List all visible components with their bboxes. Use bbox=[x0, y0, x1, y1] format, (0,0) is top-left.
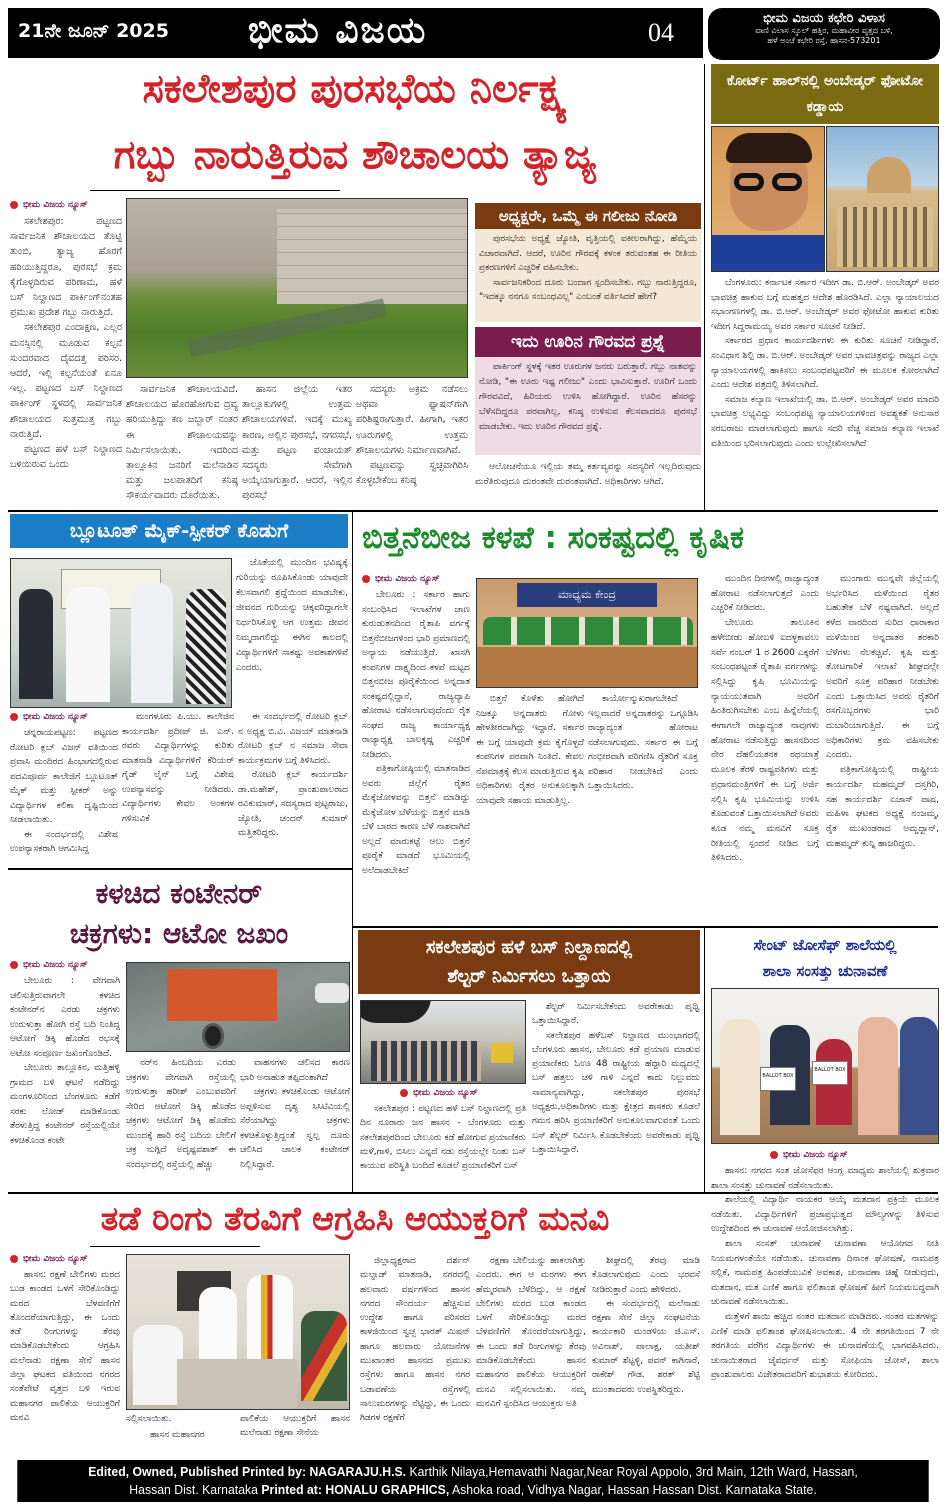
divider bbox=[8, 868, 352, 870]
seeds-headline: ಬಿತ್ತನೆಬೀಜ ಕಳಪೆ : ಸಂಕಷ್ಟದಲ್ಲಿ ಕೃಷಿಕ bbox=[362, 520, 744, 556]
sidebar-box1-body: ಪುರಸಭೆಯ ಅಧ್ಯಕ್ಷೆ ಜ್ಯೋತಿ, ವೃತ್ತಿಯಲ್ಲಿ ವಕೀಲರಾಗಿದ್ದು, ಹೆಮ್ಮೆಯ ವಿಚಾರವಾಗಿದೆ. ಆದರೆ, ಊರಿನ ಗೌರವಕ್ಕೆ ಕಳಂಕ ತರುವಂತಹ ಈ ರೀತಿಯ ಪ್ರಕರಣಗಳಿಗೆ ಎಚ್ಚರಿಕೆ ವಹಿಸಬೇಕು. ಸಾರ್ವಜನಿಕರಿಂದ ದೂರು ಬಂದಾಗ ಸ್ಪಂದಿಸಬೇಕು. ಗಬ್ಬು ನಾರುತ್ತಿದ್ದರೂ, "ಇದಕ್ಕೂ ನನಗೂ ಸಂಬಂಧವಿಲ್ಲ" ಎಂಬಂತೆ ವರ್ತಿಸಿದರೆ ಹೇಗೆ? bbox=[475, 229, 701, 322]
article1-col1: ಸಕಲೇಶಪುರ: ಪಟ್ಟಣದ ಸಾರ್ವಜನಿಕ ಶೌಚಾಲಯದ ತೊಟ್ಟಿ ತುಂಬಿ, ತ್ಯಾಜ್ಯ ಹೊರಗೆ ಹರಿಯುತ್ತಿದ್ದರೂ, ಪುರಸಭೆ ಕ್ರಮ ಕೈಗೊಳ್ಳದಿರುವ ಪರಿಣಾಮ, ಹಳೆ ಬಸ್ ನಿಲ್ದಾಣದ ಪಾರ್ಕಿಂಗ್‌ನಂತಹ ಪ್ರಮುಖ ಪ್ರದೇಶ ಗಬ್ಬು ನಾರುತ್ತಿದೆ. ಸಕಲೇಶಪುರ ಎಂದಾಕ್ಷಣ, ಎಲ್ಲರ ಮನಸ್ಸಿನಲ್ಲಿ ಮೂಡುವ ಕಲ್ಪನೆ ಸುಂದರವಾದ ದೈವದತ್ತ ಪರಿಸರ. ಆದರೆ, ಇಲ್ಲಿ ಕಲ್ಪನೆಯಂತೆ ಏನೂ ಇಲ್ಲ. ಪಟ್ಟಣದ ಬಸ್ ನಿಲ್ದಾಣದ ಪಾರ್ಕಿಂಗ್ ಸ್ಥಳದಲ್ಲಿ ಸಾರ್ವಜನಿಕ ಶೌಚಾಲಯದ ಸುತ್ತಮುತ್ತ ಗಬ್ಬು ನಾರುತ್ತಿದೆ. ಪಟ್ಟಣದ ಹಳೆ ಬಸ್ ನಿಲ್ದಾಣದ ಬಳಿಯಿರುವ ಒಂದು bbox=[10, 216, 122, 471]
container-col1: ಬೇಲೂರು : ವೇಗವಾಗಿ ಚಲಿಸುತ್ತಿರುವಾಗಲೇ ಕಳಚಿದ ಕಂಟೇನರ್‌ನ ಎರಡು ಚಕ್ರಗಳು ಉರುಳುತ್ತಾ ಹೋಗಿ ರಸ್ತೆ ಬದಿ ನಿಂತಿದ್ದ ಆಟೋಗೆ ಡಿಕ್ಕಿ ಹೊಡೆದ ರಭಸಕ್ಕೆ ಅಟೋ ಸಂಪೂರ್ಣ ಜಖಂಗೊಂಡಿದೆ. ಬೇಲೂರು ತಾಲ್ಲೂಕಿನ, ಮತ್ತಿಹಳ್ಳಿ ಗ್ರಾಮದ ಬಳಿ ಘಟನೆ ನಡೆದಿದ್ದು ಮಂಗಳೂರಿನಿಂದ ಬೆಂಗಳೂರು ಕಡೆಗೆ ಸರಕು ಲೋಡ್ ಮಾಡಿಕೊಂಡು ತೆರಳುತ್ತಿದ್ದ ಕಂಟೇನರ್ ರಸ್ತೆಯಲ್ಲಿಯೇ ಕಳಚಿಕೊಂಡ ಕಂಟೇ bbox=[10, 976, 120, 1146]
seeds-byline: ಭೀಮ ವಿಜಯ ನ್ಯೂಸ್ bbox=[362, 574, 440, 584]
headline-underline bbox=[90, 1246, 260, 1247]
bullet-icon bbox=[362, 575, 370, 583]
seeds-col1: ಬೇಲೂರು : ಸರ್ಕಾರ ಹಾಗು ಸಂಬಂಧಿಸಿದ ಇಲಾಖೆಗಳ ಜಾಣ ಕುರುಡುತನದಿಂದ ರೈತಾಪಿ ವರ್ಗಕ್ಕೆ ಬಿತ್ತನೆಬೀಜಗಳಿಂದ ಭಾರಿ ಪ್ರಮಾಣದಲ್ಲಿ ಅನ್ಯಾಯ ನಡೆಯುತ್ತಿದೆ. ಖಾಸಗಿ ಕಂಪನಿಗಳ ದಾಕ್ಷ್ಯದಿಂದ ಕಳಪೆ ಮಟ್ಟದ ಬಿತ್ತನಬೀಜ ಪೂರೈಕೆಯಿಂದ ಅನ್ನದಾತ ಸಂಕಷ್ಟದಲ್ಲಿದ್ದಾನೆ, ರಾಜ್ಯವ್ಯಾಪಿ ಹೋರಾಟ ನಡೆಸಲಾಗುವುದೆಂದು ರೈತ ಸಂಘದ ರಾಜ್ಯ ಕಾರ್ಯಾಧ್ಯಕ್ಷ ರಾಜ್ಯಾಧ್ಯಕ್ಷ ಬಾಲಕೃಷ್ಣ ಎಚ್ಚರಿಕೆ ನೀಡಿದರು. ಪತ್ರಿಕಾಗೋಷ್ಠಿಯಲ್ಲಿ ಮಾತನಾಡಿದ ಅವರು ಜಿಲ್ಲೆಗೆ ರೈತರ ಮೆಕ್ಕೆಜೋಳವನ್ನು ಬಿತ್ತನೆ ಮಾಡಿದ್ದು ಮೆಕ್ಕೆಜೋಳ ಬೆಳೆಯನ್ನು ಬಿತ್ತನೆ ಮಾಡಿ ಬೆಳೆ ಬಾರದ ಕಾರಣ ಬೆಳೆ ನಾಶವಾಗಿದೆ ಅಲ್ಲದೆ ಮಾರುಕಟ್ಟೆ ಆಲು ಬಿತ್ತನೆ ಪೂರೈಕೆ ಮಾಡದೆ ಭೂಮಿಯಲ್ಲಿ ಅಲೆದಾಡಬೇಕಿದೆ bbox=[362, 590, 470, 876]
school-byline: ಭೀಮ ವಿಜಯ ನ್ಯೂಸ್ bbox=[770, 1150, 848, 1160]
imprint-footer bbox=[17, 1460, 928, 1502]
blue-suit bbox=[712, 235, 825, 272]
desk bbox=[177, 1359, 297, 1409]
car bbox=[315, 983, 349, 1003]
bus-shelter-title-line-1: ಸಕಲೇಶಪುರ ಹಳೆ ಬಸ್ ನಿಲ್ದಾಣದಲ್ಲಿ bbox=[425, 937, 633, 958]
ring-memorandum-photo bbox=[126, 1254, 350, 1410]
school-body: ಹಾಸನ: ನಗರದ ಸಂತ ಜೋಸೆಫರ ಆಂಗ್ಲ ಮಾಧ್ಯಮ ಶಾಲೆಯಲ್ಲಿ ಶುಕ್ರವಾರ ಶಾಲಾ ಸಂಸತ್ತು ಚುನಾವಣೆ ನಡೆಸಲಾಯಿತು. ಶಾಲೆಯಲ್ಲಿ ವಿದ್ಯಾರ್ಥಿ ನಾಯಕರ ಆಯ್ಕೆ ಮತದಾನ ಪ್ರಕ್ರಿಯೆ ಮೂಲಕ ನಡೆಯಿತು. ವಿದ್ಯಾರ್ಥಿಗಳಿಗೆ ಪ್ರಜಾಪ್ರಭುತ್ವದ ಮೌಲ್ಯಗಳನ್ನು ತಿಳಿಸುವ ಉದ್ದೇಶದಿಂದ ಈ ಚುನಾವಣೆ ಆಯೋಜಿಸಲಾಗಿತ್ತು. ಶಾಲಾ ಸಂಸತ್ ಚುನಾವಣೆ ಚುನಾವಣಾ ಆಯೋಗದ ನೀತಿ ನಿಯಮಗಳಂತೆಯೇ ನಡೆಯಿತು. ಚುನಾವಣಾ ದಿನಾಂಕ ಘೋಷಣೆ, ನಾಮಪತ್ರ ಸಲ್ಲಿಕೆ, ನಾಮಪತ್ರ ಹಿಂಪಡೆಯುವಿಕೆ ಅವಕಾಶ, ಚುನಾವಣಾ ಚಿಹ್ನೆ ನೀಡುವುದು, ಮತದಾನ, ಮತ ಎಣಿಕೆ ಹಾಗೂ ಫಲಿತಾಂಶ ಘೋಷಣೆ ಹೀಗೆ ನಿಯಮಬದ್ಧವಾಗಿ ಚುನಾವಣೆ ನಡೆಸಲಾಯಿತು. ಮತ್ತೆಳಗೆ ಶಾಯಿ ಹಚ್ಚಿದ ನಂತರ ಮತದಾನ ಮಾಡಿದರು. ನಂತರ ಮತಗಳನ್ನು ಎಣಿಕೆ ಮಾಡಿ ಫಲಿತಾಂಶ ಘೋಷಿಸಲಾಯಿತು. 4 ನೇ ತರಗತಿಯಿಂದ 7 ನೇ ತರಗತಿಯ ವರೆಗಿನ ವಿದ್ಯಾರ್ಥಿಗಳು ಈ ಚುನಾವಣೆಯಲ್ಲಿ ಭಾಗವಹಿಸಿದರು. ಚುನಾಯಿತರಾದ ಜೈವರ್ಧನ್ ಮತ್ತು ಸೋಫಿಯಾ ಜೋಸ್, ಶಾಲಾ ಪ್ರಾಂಶುಪಾಲರು ವಿಜೇತರಾದವರಿಗೆ ಶುಭಾಶಯ ಕೋರಿದರು. bbox=[711, 1166, 939, 1381]
office-address-line-1: ವಾಣಿ ವಿಲಾಸ ಸ್ಕೂಲ್ ಹತ್ತಿರ, ಮಹಾವೀರ ವೃತ್ತದ ಬಳಿ, bbox=[755, 26, 893, 35]
container-headline-2: ಚಕ್ರಗಳು: ಆಟೋ ಜಖಂ bbox=[69, 917, 289, 950]
school-headline-line-2: ಶಾಲಾ ಸಂಸತ್ತು ಚುನಾವಣೆ bbox=[762, 962, 888, 980]
divider bbox=[8, 510, 938, 512]
school-headline-line-1: ಸೇಂಟ್ ಜೋಸೆಫ್ ಶಾಲೆಯಲ್ಲಿ bbox=[753, 936, 897, 954]
ring-caption-3: ಪಾಲಿಕೆಯ ಆಯುಕ್ತರಿಗೆ ಹಾಸನ ಮಲೆನಾಡು ರಕ್ಷಣಾ ಸೇನೆಯ bbox=[240, 1414, 350, 1438]
divider bbox=[704, 64, 705, 511]
divider bbox=[352, 926, 938, 928]
ballot-box-1: BALLOT BOX bbox=[760, 1067, 796, 1091]
bullet-icon bbox=[10, 961, 18, 969]
umbrella bbox=[360, 1000, 431, 1023]
bus-shelter-byline: ಭೀಮ ವಿಜಯ ನ್ಯೂಸ್ bbox=[400, 1088, 478, 1098]
bluetooth-donation-photo bbox=[10, 558, 232, 708]
school-election-photo bbox=[711, 988, 939, 1144]
ring-col2: ಜಿಲ್ಲಾಧ್ಯಕ್ಷರಾದ ದರ್ಶನ್ ಮಲ್ನಾಡ್ ಮಾತನಾಡಿ, ನಗರದಲ್ಲಿ ಹಲವಾರು ವರ್ಷಗಳಿಂದ ಹಾಸನ ನಗರದ ಸೌಂದರ್ಯ ಹೆಚ್ಚಿಸುವ ಉದ್ದೇಶ ಹಾಗೂ ಪರಿಸರದ ಕಾಳಜಿಯಿಂದ ಸ್ವಚ್ಛ ಭಾರತ್ ಮಿಷನ್ ಹಾಗೂ ಹಲವಾರು ಯೋಜನೆಗಳ ಮುಖಾಂತರ ಹಾಸನದ ಪ್ರಮುಖ ರಸ್ತೆಗಳು ಹಾಗೂ ಹಾಸನ ನಗರ ಬಡಾವಣೆಯ ರಸ್ತೆಗಳಲ್ಲಿ ಸಾಲುಮರಗಳನ್ನು ನೆಟ್ಟಿದ್ದು, ಈ ಒಂದು ಗಿಡಗಳ ರಕ್ಷಣೆಗೆ bbox=[360, 1256, 470, 1424]
table bbox=[477, 647, 698, 688]
person-standing bbox=[199, 1287, 237, 1367]
article1-col3: ಹಾಸನ ಜಿಲ್ಲೆಯ ಇತರ ತಾಲ್ಲೂಕುಗಳಲ್ಲಿ ಉತ್ತಮ ಶೌಚಾಲಯಗಳಿವೆ. ಇದಕ್ಕೆ ಮುಖ್ಯ ಕಾರಣ, ಅಲ್ಲಿನ ಪುರಸಭೆ, ನಗರಸಭೆ, ಮತ್ತು ಪಟ್ಟಣ ಪಂಚಾಯತ್ ಸದಸ್ಯರು ಸೇವೆಗಾಗಿ ಅಯ್ಕೆಯಾಗುತ್ತಾರೆ. ಆದರೆ, ಇಲ್ಲಿನ ಪುರಸಭೆ bbox=[242, 384, 352, 502]
person-woman-3 bbox=[858, 1017, 898, 1135]
ring-col3: ರಕ್ಷಣಾ ಬೇಲಿಯನ್ನು ಹಾಕಲಾಗಿತ್ತು ಎಂದರು. ಈಗ ಆ ಮರಗಳು ಈಗ ಹೆಮ್ಮರವಾಗಿ ಬೆಳೆದಿದ್ದು, ಆ ರಕ್ಷಣೆ ಬೇಲಿಗಳು ಮರದ ಬುಡ ಕಾಂಡದ ಒಳಗೆ ಸೇರಿಕೊಂಡಿದ್ದು ಮರದ ಬೆಳವಣಿಗೆಗೆ ತೊಂದರೆಯಾಗುತ್ತಿದ್ದು, ಈ ಒಂದು ತಡೆ ರಿಂಗುಗಳನ್ನು ತೆರವು ಮಾಡಿಕೊಡಬೇಕೆಂದು ಹಾಸನ ಮಹಾನಗರ ಪಾಲಿಕೆಯ ಆಯುಕ್ತರಿಗೆ ಮನವಿ ಸಲ್ಲಿಸಲಾಯಿತು. ನಮ್ಮ ಮನವಿಗೆ ಸ್ಪಂದಿಸಿದ ಆಯುಕ್ತರು ಅತಿ bbox=[476, 1256, 586, 1409]
ring-caption-1: ಸಲ್ಲಿಸಲಾಯಿತು. bbox=[126, 1414, 172, 1424]
container-col3: ವಾಹನಗಳು ಚಲಿಸದ ಕಾರಣ ಭಾರಿ ಅನಾಹುತ ತಪ್ಪಿದಂತಾಗಿದೆ ಚಕ್ರಗಳು ಕಳಚಿಕೊಂಡು ಆಟೋಗೆ ಅಪ್ಪಳಿಸುವ ದೃಶ್ಯ ಸಿಸಿಟಿವಿಯಲ್ಲಿ ಸೆರೆಯಾಗಿದ್ದು ಚಕ್ರಗಳು ಕಳಚಿಕೊಳ್ಳುತ್ತಿದ್ದಂತೆ ಸ್ವಲ್ಪ ದೂರು ಚಲಿಸಿದ ಚಾಲಕ ಕಂಟೇನರ್ ನಿಲ್ಲಿಸಿದ್ದಾರೆ. bbox=[240, 1058, 350, 1170]
person-4 bbox=[186, 589, 226, 704]
person-man-2 bbox=[900, 1017, 938, 1135]
article1-col4: ಸದಸ್ಯರು ಅಕ್ರಮ ನಡೆಸಲು ಅಥವಾ ಫ್ಯಾಷನ್‌ಗಾಗಿ ಪರಿಶಿಷ್ಟರಾಗುತ್ತಾರೆ. ಹೀಗಾಗಿ, ಇತರ ಊರುಗಳಲ್ಲಿ ಉತ್ತಮ ಶೌಚಾಲಯಗಳು ನಿರ್ಮಾಣವಾಗಿವೆ. ಪಟ್ಟಣವನ್ನು ಸ್ವಚ್ಛವಾಗಿರಿಸಿ ಕೊಳ್ಳಬೇಕೆಂಬ ಕನಿಷ್ಠ bbox=[356, 384, 468, 487]
sidebar-box2-title: ಇದು ಊರಿನ ಗೌರವದ ಪ್ರಶ್ನೆ bbox=[475, 327, 701, 357]
ring-col4: ಶೀಘ್ರದಲ್ಲಿ ತೆರವು ಮಾಡಿ ಕೊಡಲಾಗುವುದು ಎಂದು ಭರವಸೆ ನೀಡಿರುತ್ತಾರೆ ಎಂದು ಹೇಳಿದರು. ಈ ಸಂದರ್ಭದಲ್ಲಿ ಮಲೆನಾಡು ರಕ್ಷಣಾ ಸೇನೆ ಜಿಲ್ಲಾ ಸಂಘಟನೆಯ ಕಾರ್ಯಕಾರಿ ಮಂಡಳಿಯ ಜಿ.ಎಸ್. ಅವಿನಾಶ್, ಪಾಲಾಕ್ಷ, ಯತೀಶ್ ಕುಮಾರ್ ಶೆಟ್ಟಳ್ಳಿ, ಪವನ್ ಕಾಗಿನಾರೆ, ರಾಕೇಶ್ ಗೌಡ. ಶರತ್ ಶೆಟ್ಟಿ ಮುಂತಾದವರು ಉಪಸ್ಥಿತರಿದ್ದರು. bbox=[592, 1256, 700, 1395]
loose-wheel bbox=[202, 1023, 224, 1049]
article1-headline-2: ಗಬ್ಬು ನಾರುತ್ತಿರುವ ಶೌಚಾಲಯ ತ್ಯಾಜ್ಯ bbox=[113, 132, 597, 178]
bus-shelter-title-line-2: ಶೆಲ್ಟರ್ ನಿರ್ಮಿಸಲು ಒತ್ತಾಯ bbox=[447, 966, 611, 987]
divider bbox=[352, 512, 353, 1192]
article1-headline-1: ಸಕಲೇಶಪುರ ಪುರಸಭೆಯ ನಿರ್ಲಕ್ಷ್ಯ bbox=[142, 66, 568, 112]
bullet-icon bbox=[10, 1255, 18, 1263]
bluetooth-byline: ಭೀಮ ವಿಜಯ ನ್ಯೂಸ್ bbox=[10, 712, 88, 722]
bus-shelter-col2: ಶೆಲ್ಟರ್ ನಿರ್ಮಿಸಬೇಕೆಂದು ಅವರೇಕಾಡು ಪೃಥ್ವಿ ಒತ್ತಾಯಿಸಿದ್ದಾರೆ. ಸಕಲೇಶಪುರ ಹಳೆಬಸ್ ನಿಲ್ದಾಣದ ಮುಂಭಾಗದಲ್ಲಿ ಬೆಂಗಳೂರು ಹಾಸನ, ಬೇಲೂರು ಕಡೆ ಪ್ರಯಾಣ ಮಾಡುವ ಪ್ರಯಾಣಿಕರು ಓಊ 48 ರಾಷ್ಟ್ರೀಯ ಹೆದ್ದಾರಿ ಮಧ್ಯದಲ್ಲೆ ಬಸ್ ಹತ್ತಲು ಚಳಿ ಗಾಳಿ ಎನ್ನದೆ ಕಾದು ನಿಲ್ಲುವದು ಸಾಮಾನ್ಯವಾಗಿದ್ದು, ಸಕಲೇಶಪುರ ಪುರಸಭೆ ಅಧ್ಯಕ್ಷರು,ಅಧಿಕಾರಿಗಳು ಮತ್ತು ಕ್ಷೇತ್ರದ ಶಾಸಕರು ಕೂಡಲೆ ಗಮನ ಹರಿಸಿ ಪ್ರಯಾಣಿಕರಿಗೆ ಅನುಕೂಲವಾಗುವಂತೆ ಒಂದು ಬಸ್ ಶೆಲ್ಟರ್ ನಿರ್ಮಿಸಿ ಕೊಡಬೇಕೆಂದು ಅವರೇಕಾಡು ಪೃಥ್ವಿ ಒತ್ತಾಯಿಸಿದ್ದಾರೆ. bbox=[532, 1002, 700, 1155]
container-truck bbox=[167, 969, 277, 1021]
ring-col1: ಹಾಸನ: ರಕ್ಷಣೆ ಬೇಲಿಗಳು ಮರದ ಬುಡ ಕಾಂಡದ ಒಳಗೆ ಸೇರಿಕೊಂಡಿದ್ದು ಮರದ ಬೆಳವಣಿಗೆಗೆ ತೊಂದರೆಯಾಗುತ್ತಿದ್ದು, ಈ ಒಂದು ತಡೆ ರಿಂಗುಗಳನ್ನು ತೆರವು ಮಾಡಿಕೊಡಬೇಕೆಂದು ಆಗ್ರಹಿಸಿ ಮಲೆನಾಡು ರಕ್ಷಣಾ ಸೇನೆ ಹಾಸನ ಜಿಲ್ಲಾ ಘಟಕದ ವತಿಯಿಂದ ನಗರದ ಸಂತೆಪೇಟೆ ವೃತ್ತದ ಬಳಿ ಇರುವ ಮಹಾನಗರ ಪಾಲಿಕೆಯ ಆಯುಕ್ತರಿಗೆ ಮನವಿ bbox=[10, 1270, 120, 1423]
bluetooth-col2: ಮಂಗಳೂರು ಪಿ.ಯು. ಕಾಲೇಜಿನ ಕಾರ್ಯದರ್ಶಿ ಪ್ರದೀಪ್ ಜಿ. ಎನ್. ರವರು ವಿದ್ಯಾರ್ಥಿಗಳನ್ನು ಕುರಿತು ಮಾತನಾಡಿ ವಿದ್ಯಾರ್ಥಿಗಳಿಗೆ ಕೆರಿಯರ್ ಗೈಡ್ ಲೈನ್ ಬಗ್ಗೆ ವಿಶೇಷ ಉಪನ್ಯಾಸವನ್ನು ನೀಡಿದರು. ವಿದ್ಯಾರ್ಥಿಗಳು ಕೇವಲ ಅಂಕಗಳ ಗಳಿಸುವಿಕೆ bbox=[122, 712, 234, 824]
bluetooth-col1: ಚನ್ನರಾಯಪಟ್ಟಣ: ಪಟ್ಟಣದ ರೋಟರಿ ಕ್ಲಬ್ ವಿಜನ್ ವತಿಯಿಂದ ಪ್ರವಾಸಿ ಮಂದಿರದ ಹಿಂಭಾಗದಲ್ಲಿರುವ ಪದವಿಪೂರ್ವ ಕಾಲೇಜಿಗೆ ಬ್ಲೂಟೂತ್ ಮೈಕ್ ಮತ್ತು ಸ್ಪೀಕರ್ ಅನ್ನು ವಿದ್ಯಾರ್ಥಿಗಳ ಕಲಿಕಾ ದೃಷ್ಟಿಯಿಂದ ನೀಡಲಾಯಿತು. ಈ ಸಂದರ್ಭದಲ್ಲಿ ವಿಶೇಷ ಉಪನ್ಯಾಸಕರಾಗಿ ಆಗಮಿಸಿದ್ದ bbox=[10, 728, 118, 854]
drain-water bbox=[187, 298, 386, 357]
ring-byline: ಭೀಮ ವಿಜಯ ನ್ಯೂಸ್ bbox=[10, 1254, 88, 1264]
crowd bbox=[371, 1041, 481, 1081]
masthead bbox=[8, 8, 703, 58]
media-centre-banner: ಮಾಧ್ಯಮ ಕೇಂದ್ರ bbox=[517, 583, 657, 607]
columns bbox=[837, 207, 933, 267]
newspaper-logo: ಭೀಮ ವಿಜಯ bbox=[248, 10, 428, 51]
container-headline-1: ಕಳಚಿದ ಕಂಟೇನರ್ bbox=[95, 877, 263, 910]
ballot-box-2: BALLOT BOX bbox=[812, 1061, 848, 1085]
headline-underline bbox=[90, 190, 340, 191]
container-cctv-photo bbox=[126, 962, 350, 1052]
person-man bbox=[720, 1019, 760, 1135]
container-byline: ಭೀಮ ವಿಜಯ ನ್ಯೂಸ್ bbox=[10, 960, 88, 970]
bus-shelter-col1: ಸಕಲೇಶಪುರ : ಪಟ್ಟಣದ ಹಳೆ ಬಸ್ ನಿಲ್ದಾಣದಲ್ಲಿ ಪ್ರತಿ ದಿನ ನೂರಾರು ಜನ ಹಾಸನ - ಬೆಂಗಳೂರು ಮತ್ತು ಸಕಲೇಶಪುರದಿಂದ ಬೇಲೂರು ಕಡೆ ಹೋಗುವ ಪ್ರಯಾಣಿಕರು ಮಳೆ,ಗಾಳಿ, ಬಿಸಿಲು ಎನ್ನದೆ ನಡು ರಸ್ತೆಯಲ್ಲೇ ನಿಂತು ಬಸ್ ಕಾಯುವ ಪರಿಸ್ಥಿತಿ ಬಂದಿದೆ ಕೂಡಲೆ ಪ್ರಯಾಣಿಕರಿಗೆ ಬಸ್ bbox=[360, 1104, 526, 1172]
bluetooth-col3: ಈ ಸಂದರ್ಭದಲ್ಲಿ ರೋಟರಿ ಕ್ಲಬ್ ನ ಅಧ್ಯಕ್ಷ ಬಿ.ವಿ. ವಿಜಯ್ ಮಾತನಾಡಿ ರೋಟರಿ ಕ್ಲಬ್ ನ ಸಮಾಜ ಸೇವಾ ಕಾರ್ಯಕ್ರಮಗಳ ಬಗ್ಗೆ ತಿಳಿಸಿದರು. ರೋಟರಿ ಕ್ಲಬ್ ಕಾರ್ಯದರ್ಶಿ ಡಾ.ಮಹೇಶ್, ಪ್ರಾಂಶುಪಾಲರಾದ ರವಿಕುಮಾರ್, ಸದಸ್ಯರಾದ ಪುಟ್ಟರಾಜು, ಜ್ಯೋತಿ, ಚಂದನ್ ಕುಮಾರ್ ಮತ್ತಿತರಿದ್ದರು. bbox=[238, 712, 348, 838]
hair bbox=[726, 133, 812, 163]
ambedkar-title: ಕೋರ್ಟ್ ಹಾಲ್‌ನಲ್ಲಿ ಅಂಬೇಡ್ಕರ್ ಫೋಟೋ ಕಡ್ಡಾಯ bbox=[711, 64, 939, 124]
seeds-col4: ಮುಂದಿನ ದಿನಗಳಲ್ಲಿ ರಾಜ್ಯಾದ್ಯಂತ ಹೋರಾಟ ನಡೆಸಲಾಗುತ್ತದೆ ಎಂದು ಎಚ್ಚರಿಕೆ ನೀಡಿದರು. ಬೇಲೂರು ತಾಲೂಕಿನ ಹಳೇಬೀಡು ಹೋಬಳಿ ಐದಳ್ಳಕಾವಲು ಸರ್ವೆ ನಂಬರ್ 1 ರ 2600 ಎಕ್ಕರೆಗೆ ಸಂಬಂಧಪಟ್ಟಂತೆ ರೈತಾಪಿ ವರ್ಗಗಳನ್ನು ಸಲ್ಲಿಸಿದ್ದು ಕೃಷಿ ಭೂಮಿಯನ್ನು ನ್ಯಾಯಯುತವಾಗಿ ಅವರಿಗೆ ಹಿಂತಿರುಗಿಸಬೇಕು ಎಂಬ ಹಿನ್ನೆಲೆಯಲ್ಲಿ ಈಗಾಗಲೇ ರಾಜ್ಯಾದ್ಯಂತ ನಾವುಗಳು ಹೋರಾಟ ನಡೆಸುತ್ತಿದ್ದು ಹಾಸನದಿಂದ ನೇರ ದೆಹಲಿಯತನಕ ರಥಯಾತ್ರೆ ಮೂಲಕ ತೆರಳಿ ರಾಷ್ಟ್ರಪತಿಗಳು ಮತ್ತು ಪ್ರಧಾನಮಂತ್ರಿಗಳಿಗೆ ಈ ಬಗ್ಗೆ ಅರ್ಜಿ ಸಲ್ಲಿಸಿ ಕೃಷಿ ಭೂಮಿಯನ್ನು ಉಳಿಸಿ ಕೊಡುವಂತೆ ಒತ್ತಾಯಿಸಲಾಗಿದೆ ಅವರು ಕೂಡ ನಮ್ಮ ಮನವಿಗೆ ಸೂಕ್ತ ರೀತಿಯಲ್ಲಿ ಸ್ಪಂದನೆ ನೀಡಿದ ಬಗ್ಗೆ ತಿಳಿಸಿದರು. bbox=[711, 574, 819, 864]
divider bbox=[704, 928, 705, 1192]
brick-wall bbox=[277, 209, 468, 304]
sidebar-box2-body: ಪಾರ್ಕಿಂಗ್ ಸ್ಥಳಕ್ಕೆ ಇತರ ಊರುಗಳ ಜನರು ಬರುತ್ತಾರೆ. ಗಬ್ಬು ನಾತವನ್ನು ನೋಡಿ, "ಈ ಊರು ಇಷ್ಟ ಗಲೀಜು" ಎಂದು ಭಾವಿಸುತ್ತಾರೆ. ಊರಿಗೆ ಒಂದು ಗೌರವವಿದೆ, ಹಿರಿಯರು ಉಳಿಸಿ ಹೋಗಿದ್ದಾರೆ. ಊರಿನ ಹೆಸರನ್ನು ಬೆಳೆಸದಿದ್ದರೂ ಪರವಾಗಿಲ್ಲ, ಕನಿಷ್ಠ ಉಳಿಸುವ ಕೆಲಸವಾದರೂ ಪುರಸಭೆ ಮಾಡಬೇಕು. ಇದು ಊರಿನ ಗೌರವದ ಪ್ರಶ್ನೆ. bbox=[475, 357, 701, 455]
issue-date: 21ನೇ ಜೂನ್ 2025 bbox=[18, 20, 169, 42]
article1-col2: ಸಾರ್ವಜನಿಕ ಶೌಚಾಲಯವಿದೆ. ಶೌಚಾಲಯದ ಹೊರಹೋಗುವ ದ್ರವ್ಯ ಹರಿಯುತ್ತಿದ್ದು ಕಣ ಜಬ್ಬಾರ್ ನಂತರ ಈ ಶೌಚಾಲಯವನ್ನು ನಿರ್ಮಿಸಲಾಯಿತು. ಇದರಿಂದ ತಾಲ್ಲೂಕಿನ ಜನರಿಗೆ ಮಲೆನಾಡಿನ ಮತ್ತು ಜಲಪಾತದಿಗೆ ಕನಿಷ್ಠ ಸೌಕರ್ಯವಾದರು ದೊರೆಯಿತು. bbox=[126, 384, 238, 502]
container-col2: ನರ್‌ನ ಹಿಂಬದಿಯ ಎರಡು ಚಕ್ರಗಳು ವೇಗವಾಗಿ ರಸ್ತೆಯಲ್ಲಿ ಉರುಳುತ್ತಾ ಹರೀಶ್ ಎಂಬುವವರಿಗೆ ಸೇರಿದ ಆಟೋಗೆ ಡಿಕ್ಕಿ ಹೊಡೆದ ಚಕ್ರಗಳು ಆಟೋಗೆ ಡಿಕ್ಕಿ ಹೊಡೆದು ಮುಂದಕ್ಕೆ ಹಾರಿ ರಸ್ತೆ ಬದಿಯ ಬೇಲಿಗೆ ಚಕ್ರ ನುಗ್ಗಿದೆ ಅದೃಷ್ಟವಶಾತ್ ಈ ಸಂದರ್ಭದಲ್ಲಿ ರಸ್ತೆಯಲ್ಲಿ ಹೆಚ್ಚು bbox=[126, 1058, 236, 1170]
office-address-line-2: ಹಳೆ ಅಂಚೆ ಕಛೇರಿ ರಸ್ತೆ, ಹಾಸನ-573201 bbox=[767, 36, 881, 45]
officer bbox=[133, 1325, 183, 1405]
glasses-right bbox=[772, 173, 802, 191]
person-3 bbox=[131, 583, 173, 703]
bullet-icon bbox=[10, 713, 18, 721]
imprint-line-2: Hassan Dist. Karnataka Printed at: HONALU GRAPHICS, Ashoka road, Vidhya Nagar, Hassan Hassan Dist. Karnataka State. bbox=[129, 1483, 817, 1497]
article1-byline: ಭೀಮ ವಿಜಯ ನ್ಯೂಸ್ bbox=[10, 200, 88, 210]
school-headline bbox=[711, 932, 939, 984]
dome bbox=[867, 157, 911, 193]
glasses-left bbox=[734, 173, 764, 191]
seeds-press-photo bbox=[476, 578, 698, 688]
office-address-box bbox=[708, 8, 940, 60]
person-2 bbox=[66, 587, 110, 702]
bus-stop-photo bbox=[360, 1000, 526, 1084]
auto-rickshaw bbox=[491, 1043, 513, 1063]
ring-headline: ತಡೆ ರಿಂಗು ತೆರವಿಗೆ ಆಗ್ರಹಿಸಿ ಆಯುಕ್ತರಿಗೆ ಮನವಿ bbox=[100, 1199, 610, 1238]
page-number: 04 bbox=[648, 18, 674, 47]
toilet-waste-photo bbox=[126, 198, 468, 378]
bus-shelter-title bbox=[358, 930, 700, 994]
ambedkar-body: ಬೆಂಗಳೂರು: ಕರ್ನಾಟಕ ಸರ್ಕಾರ ಇದೀಗ ಡಾ. ಬಿ.ಆರ್. ಅಂಬೇಡ್ಕರ್ ಅವರ ಭಾವಚಿತ್ರ ಹಾಕುವ ಬಗ್ಗೆ ಮಹತ್ವದ ಆದೇಶ ಹೊರಡಿಸಿದೆ. ಎಲ್ಲಾ ನ್ಯಾಯಾಲಯದ ಸಭಾಂಗಣಗಳಲ್ಲಿ ಡಾ. ಬಿ.ಆರ್. ಅಂಬೇಡ್ಕರ್ ಅವರ ಫೋಟೋ ಹಾಕುವ ಕುರಿತು ಇದೀಗ ಸಿದ್ದರಾಮಯ್ಯ ಅವರ ಸರ್ಕಾರ ಸೂಚನೆ ನೀಡಿದೆ. ಸರ್ಕಾರದ ಪ್ರಧಾನ ಕಾರ್ಯದರ್ಶಿಗಳು ಈ ಕುರಿತು ಸೂಚನೆ ನೀಡಿದ್ದಾರೆ. ಸಂವಿಧಾನ ಶಿಲ್ಪಿ ಡಾ. ಬಿ.ಆರ್. ಅಂಬೇಡ್ಕರ್ ಅವರ ಭಾವಚಿತ್ರವನ್ನು ರಾಜ್ಯದ ಎಲ್ಲಾ ನ್ಯಾಯಾಲಯಗಳಲ್ಲಿ ಹಾಕಿಸಲು ಸಂಬಂಧಪಟ್ಟವರಿಗೆ ಈ ಮೂಲಕ ಕೋರಲಾಗಿದೆ ಎಂದು ಆದೇಶ ಪತ್ರದಲ್ಲಿ ತಿಳಿಸಲಾಗಿದೆ. ಸಮಾಜ ಕಲ್ಯಾಣ ಇಲಾಖೆಯಲ್ಲಿ ಡಾ. ಬಿ.ಆರ್. ಅಂಬೇಡ್ಕರ್ ಅವರ ಮಾದರಿ ಭಾವಚಿತ್ರ ಲಭ್ಯವಿದ್ದು ಸಂಬಂಧಪಟ್ಟ ನ್ಯಾಯಾಲಯಗಳಿಂದ ಅವಶ್ಯಕತೆ ಅನುಸಾರ ಸರಬರಾಜು ಮಾಡಲಾಗುವುದು ಹಾಗೂ ಸದರಿ ವೆಚ್ಚ ಸಮಾಜ ಕಲ್ಯಾಣ ಇಲಾಖೆ ವತಿಯಿಂದ ಭರಿಸಲಾಗುವುದು ಎಂದು ಉಲ್ಲೇಖಿಸಲಾಗಿದೆ bbox=[711, 278, 939, 449]
office-title: ಭೀಮ ವಿಜಯ ಕಛೇರಿ ವಿಳಾಸ bbox=[763, 11, 885, 26]
sidebar-box1-title: ಅಧ್ಯಕ್ಷರೇ, ಒಮ್ಮೆ ಈ ಗಲೀಜು ನೋಡಿ bbox=[475, 203, 701, 229]
people-row bbox=[483, 617, 693, 645]
seeds-col3: ಕಾರ್ಯೋನ್ಮುಖರಾಗಬೇಕಿದೆ ಇಲ್ಲವಾದರೆ ಅನ್ನದಾತರನ್ನು ಒಗ್ಗೂಡಿಸಿ ರಾಜ್ಯಾದ್ಯಂತ ಹೋರಾಟ ನಡೆಸಲಾಗುವುದು. ಸರ್ಕಾರ ಈ ಬಗ್ಗೆ ಗಂಭೀರವಾಗಿ ಪರಿಗಣಿಸಿ ರೈತರಿಗೆ ಸೂಕ್ತ ಪರಿಹಾರ ನೀಡಬೇಕಿದೆ ಎಂದು ಒತ್ತಾಯಿಸಿದರು. bbox=[588, 694, 698, 791]
vidhana-soudha-photo bbox=[826, 126, 939, 272]
ambedkar-portrait bbox=[711, 126, 825, 272]
sidebar-box2-continued: ಆಲೋಚನೆಯೂ ಇಲ್ಲಿಯ ತಮ್ಮ ಕರ್ತವ್ಯವನ್ನು ಸದಸ್ಯರಿಗೆ ಇಲ್ಲದಿರುವುದು ಮರೆತಿರುವುದೂ ದುರಂತವೇ ದುರಂತವಾಗಿದೆ. ಅಧಿಕಾರಿಗಳು ಆಗಿದೆ. bbox=[475, 462, 701, 488]
seeds-col2: ಬಿತ್ತನೆ ಕೊಳೆತು ಹೋಗಿದೆ ನಿಜಕ್ಕೂ ಅನ್ನದಾತರು ಗೋಳು ಹೇಳತೀರದಾಗಿದ್ದು ಇದ್ದಾರೆ. ಸರ್ಕಾರ ಈ ಬಗ್ಗೆ ಯಾವುದೇ ಕ್ರಮ ಕೈಗೊಳ್ಳದೆ ಕಂಪನಿಗಳ ಪರವಾಗಿ ನಿಂತಿದೆ. ಕೇವಲ ನೆಪಮಾತ್ರಕ್ಕೆ ಕೆಲಸ ಮಾಡುತ್ತಿರುವ ಕೃಷಿ ಅಧಿಕಾರಿಗಳು ರೈತರ ಅನುಕೂಲಕ್ಕಾಗಿ ಯಾವುದೇ ಸಹಾಯ ಮಾಡುತ್ತಿಲ್ಲ. bbox=[476, 694, 584, 806]
seeds-col5: ಮುಂಗಾರು ಮುನ್ನವೇ ಜಿಲ್ಲೆಯಲ್ಲಿ ಅರ್ಭರಿಸಿದ ಮಳೆಯಿಂದ ರೈತರ ಬಹುತೇಕ ಬೆಳೆ ನಷ್ಟವಾಗಿದೆ. ಅಲ್ಲದೆ ಕಳೆದ ವಾರದಿಂದ ಸುರಿದ ಧಾರಾಕಾರ ಮಳೆಯಿಂದ ಅನ್ನದಾತರ ತರಕಾರಿ ಬೆಳೆಗಳು ನೆಲಕಚ್ಚಿವೆ. ಕೃಷಿ ಮತ್ತು ತೋಟಗಾರಿಕೆ ಇಲಾಖೆ ಶೀಘ್ರದಲ್ಲೇ ಅವರಿಗೆ ಸೂಕ್ತ ಪರಿಹಾರ ನೀಡಬೇಕು ಎಂದು ಒತ್ತಾಯಿಸಿದ ಅವರು ರೈತರಿಗೆ ರಸಗೊಬ್ಬರಗಳು ಭಾರಿ ದುಬಾರಿಯಾಗುತ್ತಿದೆ. ಈ ಬಗ್ಗೆ ಅಧಿಕಾರಿಗಳು ಕ್ರಮ ವಹಿಸಬೇಕು ಎಂದರು. ಪತ್ರಿಕಾಗೋಷ್ಠಿಯಲ್ಲಿ ರಾಷ್ಟ್ರೀಯ ಕಾರ್ಯದರ್ಶಿ ಮಹಮ್ಮದ್ ದಸ್ತಗಿರಿ, ಸಹ ಕಾರ್ಯದರ್ಶಿ ಏಜಾಸ್ ಪಾಷ, ಮಹಿಳಾ ಘಟಕದ ಅಧ್ಯಕ್ಷೆ ನಂಜಮ್ಮ, ರೈತ ಮುಖಂಡರಾದ ಅಮ್ಜದ್ಖಾನ್, ಮಹಮ್ಮದ್ ಕುನ್ನಿ ಹಾಜರಿದ್ದರು. bbox=[826, 574, 939, 849]
bullet-icon bbox=[10, 201, 18, 209]
bullet-icon bbox=[400, 1089, 408, 1097]
ring-caption-2: ಹಾಸನ ಮಹಾನಗರ bbox=[150, 1430, 205, 1440]
imprint-line-1: Edited, Owned, Published Printed by: NAGARAJU.H.S. Karthik Nilaya,Hemavathi Nagar,Near Royal Appolo, 3rd Main, 12th Ward, Hassan, bbox=[88, 1465, 858, 1479]
bluetooth-title: ಬ್ಲೂಟೂತ್ ಮೈಕ್-ಸ್ಪೀಕರ್ ಕೊಡುಗೆ bbox=[10, 514, 348, 548]
bullet-icon bbox=[770, 1151, 778, 1159]
seated-person bbox=[301, 1311, 347, 1401]
person-1 bbox=[19, 589, 53, 699]
bluetooth-right-text: ಜೊತೆಯಲ್ಲಿ ಮುಂದಿನ ಭವಿಷ್ಯಕ್ಕೆ ಗುರಿಯನ್ನು ರೂಪಿಸಿಕೊಂಡು ಯಾವುದೇ ಕೆಲಸವಾಗಲಿ ಶ್ರದ್ಧೆಯಿಂದ ಮಾಡಬೇಕು, ಜೀವನದ ಗುರಿಯನ್ನು ಚಿಕ್ಕವರಿದ್ದಾಗಲೇ ನಿರ್ಧರಿಸಿಕೊಳ್ಳಿ ಆಗ ಉತ್ತಮ ಜೀವನ ನಿಮ್ಮದಾಗಲಿದ್ದು ಈಗಿನ ಕಾಲದಲ್ಲಿ ವಿದ್ಯಾರ್ಥಿಗಳಿಗೆ ಸಾಕಷ್ಟು ಅವಕಾಶಗಳಿವೆ ಎಂದರು. bbox=[236, 558, 348, 673]
